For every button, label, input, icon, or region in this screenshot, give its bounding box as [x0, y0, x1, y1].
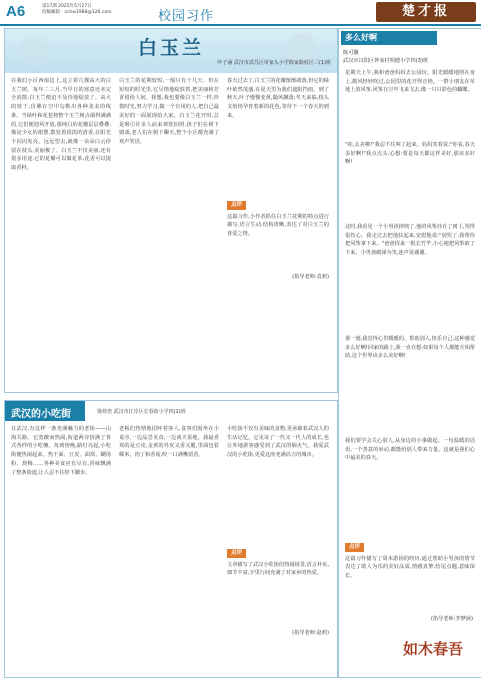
- article-title: 武汉的小吃街: [11, 409, 71, 420]
- section-title: 校园习作: [158, 9, 215, 24]
- article-snack-street: [4, 400, 338, 678]
- article-paragraph: 老板们热情地招呼着客人,食客们围坐在小桌旁,一边品尝美食,一边谈天说地。我最喜欢的是豆皮,金黄的外皮又香又脆,里面包着糯米、肉丁和香菇,咬一口满嘴留香。: [119, 426, 219, 459]
- teacher-signature: (指导老师:李梦涵): [430, 616, 473, 622]
- article-paragraph: 星期天上午,我和爸爸妈妈去公园玩。阳光暖暖地照在身上,微风轻轻吹过,公园里的花开得正艳。一群小朋友在草地上放风筝,风筝在空中飞来飞去,像一只只彩色的蝴蝶。: [345, 70, 475, 94]
- article-white-magnolia: [4, 28, 338, 393]
- article-title: 多么好啊: [341, 31, 437, 45]
- comment-label: 点评: [345, 543, 364, 552]
- article-paragraph: 小吃街不仅有美味的食物,更承载着武汉人的生活记忆。它见证了一代又一代人的成长,也让外地游客感受到了武汉的烟火气。我爱武汉的小吃街,更爱这座充满活力的城市。: [227, 426, 329, 459]
- author-name: 陈可馨: [343, 50, 359, 56]
- article-banner: [5, 29, 337, 73]
- article-how-nice: [338, 28, 481, 678]
- page-number: A6: [6, 3, 26, 20]
- header-divider: [0, 24, 481, 26]
- teacher-signature: (指导老师:袁莉): [292, 274, 329, 280]
- article-paragraph: 我们要学会关心别人,从身边的小事做起。一句温暖的话语,一个善意的举动,都能给别人带来力量。这就是我们心中最美的春天。: [345, 438, 475, 462]
- article-paragraph: 白玉兰的花期较短,一般只有十几天。但在短短的时光里,它尽情地绽放着,把美丽和芳香留给人间。我想,我也要像白玉兰一样,珍惜时光,努力学习,做一个有用的人,把自己最美好的一面展现给大家。白玉兰花开时,总是吸引许多人前来观赏拍照,孩子们在树下嬉戏,老人们在树下聊天,整个小区都充满了欢声笑语。: [119, 78, 219, 145]
- article-paragraph: 在我们小区西南边上,这立着几棵高大的白玉兰树。每年二三月,当早日的寒意还未完全消散,白玉兰便迫不及待地绽放了。高大的枝干,仿佛在空中勾勒出各种柔美的线条。当绿叶和花苞将整个玉兰树点缀得满满的,它们便迎风开放,那纯白的花瓣层层叠叠,像是少女的裙摆,散发着淡淡的清香,在阳光下闪闪发亮。远远望去,就像一朵朵白云停留在枝头,美丽极了。白玉兰不仅美丽,还有很多用途,它的花瓣可以做花茶,花香可以提取香料。: [11, 78, 111, 172]
- issue-email: 投稿邮箱：zchw1988@126.com: [42, 10, 112, 15]
- comment-label: 点评: [227, 201, 246, 210]
- issue-info: [42, 4, 111, 16]
- article-paragraph: 这时,我看见一个小男孩摔倒了,他的风筝挂在了树上,哭得很伤心。我走过去把他扶起来,安慰他说:"别哭了,我帮你把风筝拿下来。"爸爸找来一根长竹竿,小心地把风筝取了下来。小男孩破涕为笑,连声说谢谢。: [345, 224, 475, 257]
- article-paragraph: 在武汉,有这样一条充满魅力的老街——山海关路。它宽敞而热闹,街道两旁挤满了各式各样的小吃摊。每到傍晚,路灯亮起,小吃街便热闹起来。热干面、豆皮、面窝、糊汤粉、烧梅……各种美食应有尽有,香味飘满了整条街道,让人忍不住停下脚步。: [11, 426, 111, 476]
- page-header: [0, 0, 481, 24]
- article-title-bar: [5, 401, 85, 421]
- article-paragraph: "哇,太美啦!"我忍不住叫了起来。妈妈笑着说:"你看,春天多好啊!"我点点头,心想:要是每天都这样美好,那该多好啊!: [345, 142, 475, 166]
- author-school: 武汉市汉阳区钟家村明德小学四(3)班: [343, 58, 429, 64]
- calligraphy-stamp: 如木春吾: [403, 640, 464, 658]
- comment-text: 文章描写了武汉小吃街的热闹场景,语言朴实,细节丰富,字里行间充满了对家乡的热爱。: [227, 562, 329, 577]
- comment-text: 这篇习作描写了周末游园的经历,通过帮助小男孩的情节表达了助人为乐的美好品质,情感真挚,结尾点题,意味深长。: [345, 556, 475, 579]
- article-paragraph: 春天过去了,白玉兰的花瓣渐渐凋落,但它的绿叶依然茂盛,在夏天里为我们遮阳挡雨。到了秋天,叶子慢慢变黄,随风飘落;冬天来临,枝头又悄悄孕育着新的花苞,等待下一个春天的到来。: [227, 78, 329, 119]
- issue-date: 第17期 2025年5月27日: [42, 4, 92, 9]
- comment-text: 这篇习作,小作者抓住白玉兰花期的特点进行描写,语言生动,结构清晰,表达了对白玉兰的喜爱之情。: [227, 214, 329, 237]
- article-paragraph: 那一刻,我觉得心里暖暖的。帮助别人,快乐自己,这种感觉多么好啊!回家的路上,我一直在想:如果每个人都能互相帮助,这个世界该多么美好啊!: [345, 336, 475, 360]
- comment-label: 点评: [227, 549, 246, 558]
- article-byline: [343, 49, 428, 65]
- article-byline: 叶子涵 武汉市武昌区审家头小学陈家路校区三(1)班: [217, 60, 331, 66]
- newspaper-brand: 楚才报: [376, 2, 476, 22]
- article-title: 白玉兰: [137, 37, 204, 59]
- article-byline: 梁倬尧 武汉市江岸区长春街小学四(1)班: [97, 409, 186, 415]
- teacher-signature: (指导老师:赵莉): [292, 630, 329, 636]
